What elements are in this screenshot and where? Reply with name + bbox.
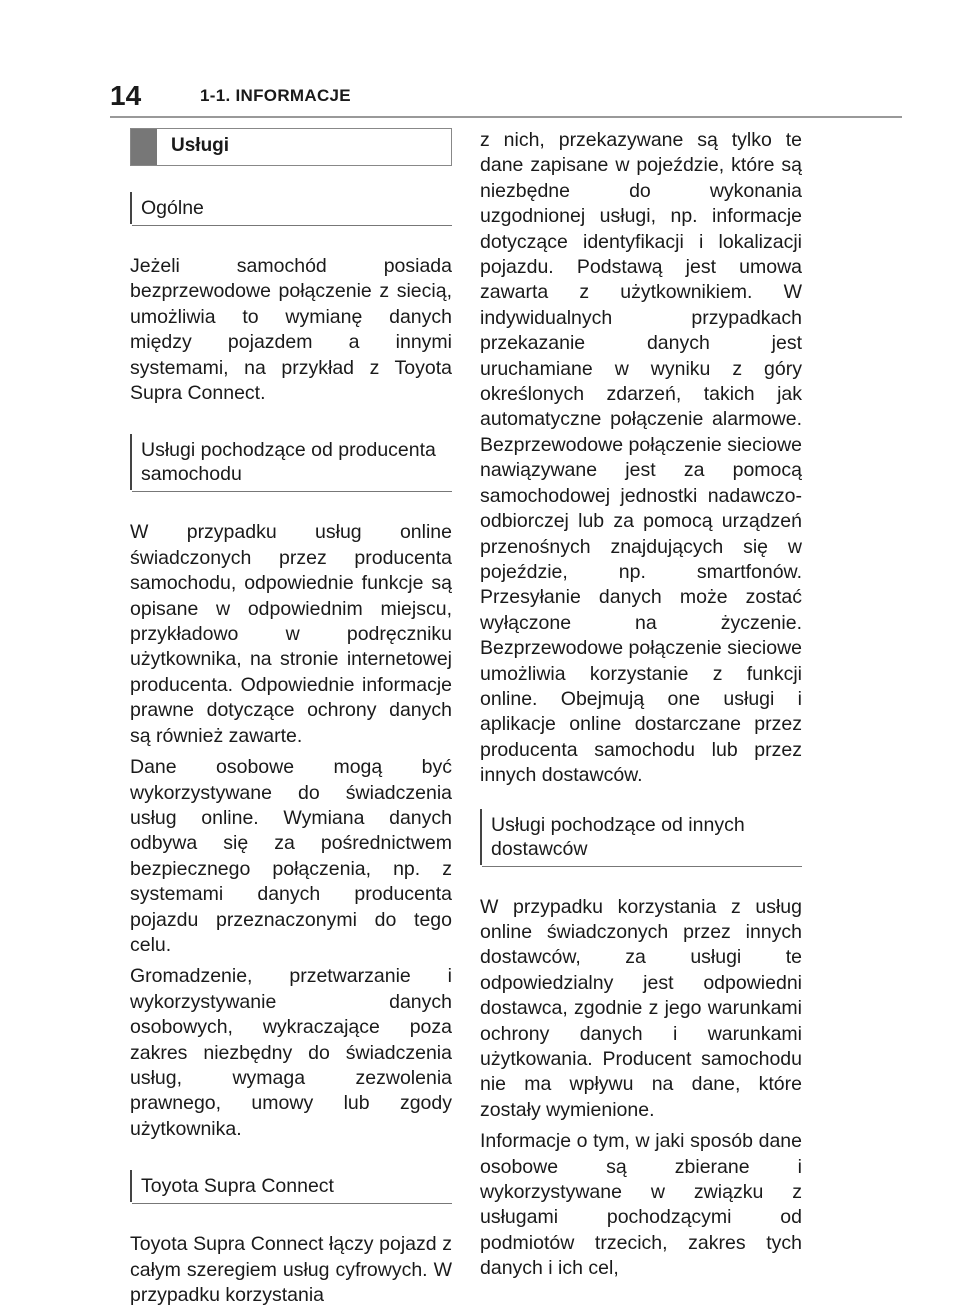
services-heading: Usługi (171, 135, 230, 156)
subhead-third-party (480, 809, 802, 879)
paragraph: Gromadzenie, przetwarzanie i wykorzystywanie danych osobowych, wykraczające poza zakres niezbędny do świadczenia usług, wymaga zezwolenia prawnego, umowy lub zgody użytkownika. (130, 965, 452, 1140)
right-column (480, 128, 802, 1288)
paragraph: z nich, przekazywane są tylko te dane zapisane w pojeździe, które są niezbędne do wykonania uzgodnionej usługi, np. informacje dotyczące identyfikacji i lokalizacji pojazdu. Podstawą jest umowa zawarta z użytkownikiem. W indywidualnych przypadkach przekazanie danych jest uruchamiane w wyniku z góry określonych zdarzeń, takich jak automatyczne połączenie alarmowe. Bezprzewodowe połączenie sieciowe nawiązywane jest za pomocą samochodowej jednostki nadawczo-odbiorczej lub za pomocą urządzeń przenośnych znajdujących się w pojeździe, np. smartfonów. Przesyłanie danych może zostać wyłączone na życzenie. Bezprzewodowe połączenie sieciowe umożliwia korzystanie z funkcji online. Obejmują one usługi i aplikacje online dostarczane przez producenta samochodu lub przez innych dostawców. (480, 129, 802, 787)
subhead-general-text: Ogólne (130, 192, 452, 224)
paragraph: Dane osobowe mogą być wykorzystywane do świadczenia usług online. Wymiana danych odbywa się za pośrednictwem bezpiecznego połączenia, np. z systemami danych producenta pojazdu przeznaczonymi do tego celu. (130, 756, 452, 956)
paragraph: W przypadku usług online świadczonych przez producenta samochodu, odpowiednie funkcje są opisane w odpowiednim miejscu, przykładowo w podręczniku użytkownika, na stronie internetowej producenta. Odpowiednie informacje prawne dotyczące ochrony danych są również zawarte. (130, 521, 452, 747)
subhead-supra-connect (130, 1170, 452, 1216)
page-number: 14 (110, 80, 142, 111)
section-title: 1-1. INFORMACJE (200, 86, 351, 105)
subhead-third-party-text: Usługi pochodzące od innych dostawców (480, 809, 802, 865)
subhead-manufacturer-text: Usługi pochodzące od producenta samochodu (130, 434, 452, 490)
header-divider (110, 116, 902, 118)
heading-marker (131, 129, 157, 165)
services-heading-box (130, 128, 452, 166)
paragraph: Informacje o tym, w jaki sposób dane osobowe są zbierane i wykorzystywane w związku z usługami pochodzącymi od podmiotów trzecich, zakres tych danych i ich cel, (480, 1130, 802, 1280)
paragraph: Toyota Supra Connect łączy pojazd z całym szeregiem usług cyfrowych. W przypadku korzystania (130, 1233, 452, 1306)
page-header (110, 80, 900, 116)
paragraph: W przypadku korzystania z usług online świadczonych przez innych dostawców, za usługi te odpowiedzialny jest odpowiedni dostawca, zgodnie z jego warunkami ochrony danych i warunkami użytkowania. Producent samochodu nie ma wpływu na dane, które zostały wymienione. (480, 895, 802, 1121)
left-column (130, 128, 452, 1314)
subhead-manufacturer (130, 434, 452, 504)
paragraph: Jeżeli samochód posiada bezprzewodowe połączenie z siecią, umożliwia to wymianę danych między pojazdem a innymi systemami, na przykład z Toyota Supra Connect. (130, 255, 452, 405)
subhead-general (130, 192, 452, 238)
subhead-supra-connect-text: Toyota Supra Connect (130, 1170, 452, 1202)
